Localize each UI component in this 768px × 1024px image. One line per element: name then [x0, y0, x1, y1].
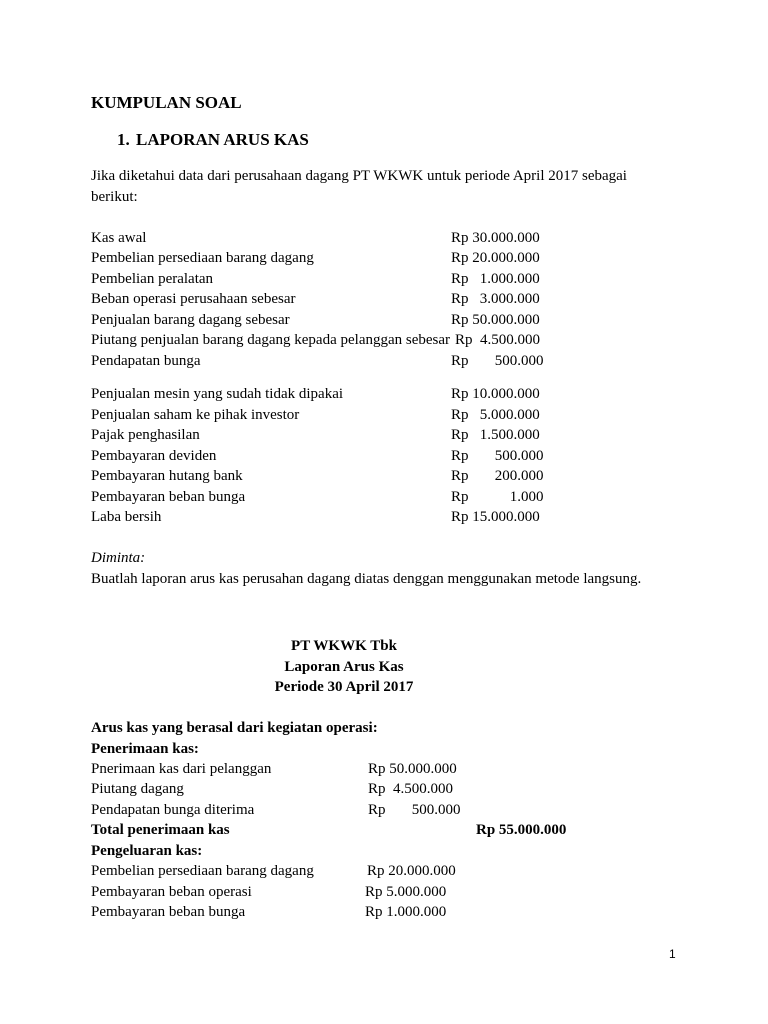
- section-title: LAPORAN ARUS KAS: [136, 130, 309, 149]
- report-period: Periode 30 April 2017: [274, 679, 414, 695]
- item-label: Pembayaran hutang bank: [91, 468, 243, 484]
- item-label: Penjualan mesin yang sudah tidak dipakai: [91, 386, 344, 402]
- item-amount: Rp 500.000: [451, 448, 544, 464]
- operating-heading: Arus kas yang berasal dari kegiatan operasi:: [91, 720, 378, 736]
- intro-line-1: Jika diketahui data dari perusahaan dagang PT WKWK untuk periode April 2017 sebagai: [91, 168, 627, 184]
- report-title: Laporan Arus Kas: [284, 659, 404, 675]
- item-label: Laba bersih: [91, 509, 162, 525]
- payment-amount: Rp 1.000.000: [365, 904, 447, 920]
- payment-amount: Rp 20.000.000: [367, 863, 456, 879]
- item-amount: Rp 5.000.000: [451, 407, 540, 423]
- item-label: Pajak penghasilan: [91, 427, 200, 443]
- item-label: Pembelian persediaan barang dagang: [91, 250, 314, 266]
- page-number: 1: [669, 947, 676, 961]
- receipt-amount: Rp 50.000.000: [368, 761, 457, 777]
- receipt-amount: Rp 4.500.000: [368, 781, 454, 797]
- total-receipts-label: Total penerimaan kas: [91, 822, 230, 838]
- item-amount: Rp 3.000.000: [451, 291, 540, 307]
- item-amount: Rp 1.000.000: [451, 271, 540, 287]
- item-label: Pembayaran deviden: [91, 448, 217, 464]
- item-amount: Rp 500.000: [451, 353, 544, 369]
- item-amount: Rp 200.000: [451, 468, 544, 484]
- intro-line-2: berikut:: [91, 189, 138, 205]
- receipt-label: Pendapatan bunga diterima: [91, 802, 255, 818]
- item-amount: Rp 15.000.000: [451, 509, 540, 525]
- payment-label: Pembayaran beban bunga: [91, 904, 246, 920]
- item-amount: Rp 1.000: [451, 489, 544, 505]
- item-label: Penjualan barang dagang sebesar: [91, 312, 290, 328]
- payment-label: Pembelian persediaan barang dagang: [91, 863, 314, 879]
- payment-amount: Rp 5.000.000: [365, 884, 447, 900]
- item-amount: Rp 30.000.000: [451, 230, 540, 246]
- document-title: KUMPULAN SOAL: [91, 93, 242, 112]
- receipt-label: Pnerimaan kas dari pelanggan: [91, 761, 272, 777]
- payment-label: Pembayaran beban operasi: [91, 884, 252, 900]
- item-label: Kas awal: [91, 230, 147, 246]
- item-label: Pembelian peralatan: [91, 271, 214, 287]
- report-company: PT WKWK Tbk: [291, 638, 397, 654]
- item-amount: Rp 4.500.000: [455, 332, 541, 348]
- payments-heading: Pengeluaran kas:: [91, 843, 203, 859]
- diminta-text: Buatlah laporan arus kas perusahan dagang diatas denggan menggunakan metode langsung.: [91, 571, 642, 587]
- item-amount: Rp 10.000.000: [451, 386, 540, 402]
- item-amount: Rp 1.500.000: [451, 427, 540, 443]
- item-label: Piutang penjualan barang dagang kepada pelanggan sebesar: [91, 332, 451, 348]
- receipt-label: Piutang dagang: [91, 781, 184, 797]
- item-amount: Rp 20.000.000: [451, 250, 540, 266]
- item-label: Penjualan saham ke pihak investor: [91, 407, 300, 423]
- receipt-amount: Rp 500.000: [368, 802, 461, 818]
- item-label: Pembayaran beban bunga: [91, 489, 246, 505]
- receipts-heading: Penerimaan kas:: [91, 741, 199, 757]
- item-label: Beban operasi perusahaan sebesar: [91, 291, 296, 307]
- item-label: Pendapatan bunga: [91, 353, 201, 369]
- section-number: 1.: [117, 130, 130, 149]
- item-amount: Rp 50.000.000: [451, 312, 540, 328]
- diminta-label: Diminta:: [91, 550, 146, 566]
- total-receipts-amount: Rp 55.000.000: [476, 822, 567, 838]
